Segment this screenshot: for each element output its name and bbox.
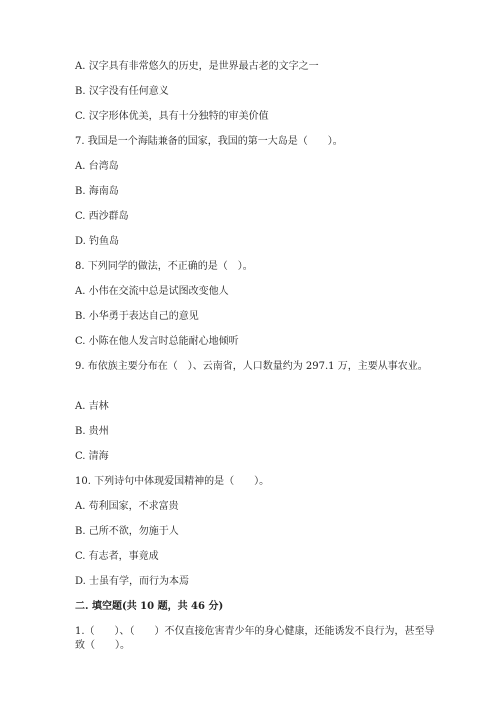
section-heading-fill-in: 二. 填空题(共 10 题，共 46 分) xyxy=(75,601,224,612)
q10-stem: 10. 下列诗句中体现爱国精神的是（ ）。 xyxy=(75,476,270,487)
q9-option-b: B. 贵州 xyxy=(75,426,109,437)
q8-stem: 8. 下列同学的做法，不正确的是（ ）。 xyxy=(75,261,253,272)
q7-option-a: A. 台湾岛 xyxy=(75,161,119,172)
q7-option-b: B. 海南岛 xyxy=(75,186,119,197)
q10-option-c: C. 有志者，事竟成 xyxy=(75,551,159,562)
q6-option-c: C. 汉字形体优美，具有十分独特的审美价值 xyxy=(75,111,269,122)
q10-option-d: D. 士虽有学，而行为本焉 xyxy=(75,576,190,587)
q9-stem: 9. 布依族主要分布在（ ）、云南省，人口数量约为 297.1 万，主要从事农业。 xyxy=(75,361,428,372)
q6-option-b: B. 汉字没有任何意义 xyxy=(75,86,169,97)
q8-option-a: A. 小伟在交流中总是试图改变他人 xyxy=(75,286,229,297)
q8-option-c: C. 小陈在他人发言时总能耐心地倾听 xyxy=(75,336,239,347)
q10-option-a: A. 苟利国家，不求富贵 xyxy=(75,501,179,512)
fill-question-1: 1.（ ）、（ ）不仅直接危害青少年的身心健康，还能诱发不良行为，甚至导致（ ）。 xyxy=(75,626,435,651)
q7-option-c: C. 西沙群岛 xyxy=(75,211,129,222)
q10-option-b: B. 己所不欲，勿施于人 xyxy=(75,526,179,537)
q7-stem: 7. 我国是一个海陆兼备的国家，我国的第一大岛是（ ）。 xyxy=(75,136,343,147)
q9-option-c: C. 清海 xyxy=(75,451,109,462)
q8-option-b: B. 小华勇于表达自己的意见 xyxy=(75,311,199,322)
q9-option-a: A. 吉林 xyxy=(75,401,109,412)
q6-option-a: A. 汉字具有非常悠久的历史，是世界最古老的文字之一 xyxy=(75,61,319,72)
q7-option-d: D. 钓鱼岛 xyxy=(75,236,120,247)
